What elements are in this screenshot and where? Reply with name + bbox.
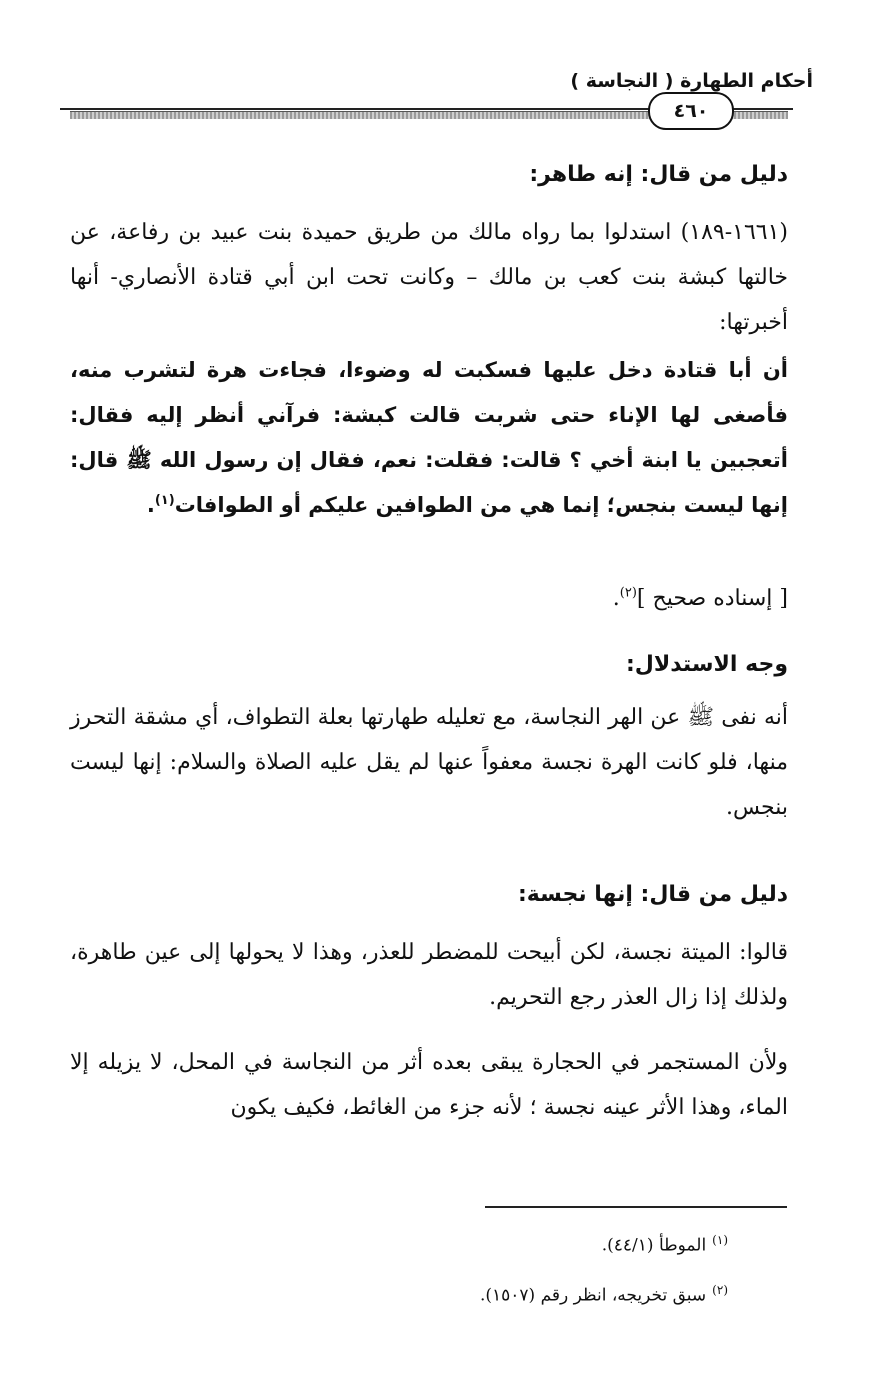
hadith-end: . xyxy=(146,493,155,517)
footnote-1 xyxy=(602,1233,728,1256)
isnad-text: [ إسناده صحيح ] xyxy=(636,586,788,611)
footnote-2-text: سبق تخريجه، انظر رقم (١٥٠٧). xyxy=(479,1285,707,1306)
footnote-1-mark: (١) xyxy=(712,1233,728,1247)
page-number: ٤٦٠ xyxy=(648,92,734,130)
hadith-body: أن أبا قتادة دخل عليها فسكبت له وضوءا، فجاءت هرة لتشرب منه، فأصغى لها الإناء حتى شربت قالت كبشة: فرآني أنظر إليه فقال: أتعجبين يا ابنة أخي ؟ قالت: فقلت: نعم، فقال إن رسول الله ﷺ قال: إنها ليست بنجس؛ إنما هي من الطوافين عليكم أو الطوافات xyxy=(70,358,788,517)
paragraph-wajh: أنه نفى ﷺ عن الهر النجاسة، مع تعليله طهارتها بعلة التطواف، أي مشقة التحرز منها، فلو كانت الهرة نجسة معفواً عنها لم يقل عليه الصلاة والسلام: إنها ليست بنجس. xyxy=(70,705,788,820)
isnad-line xyxy=(70,576,788,621)
paragraph-istidlal: (١٦٦١-١٨٩) استدلوا بما رواه مالك من طريق حميدة بنت عبيد بن رفاعة، عن خالتها كبشة بنت كعب بن مالك – وكانت تحت ابن أبي قتادة الأنصاري- أنها أخبرتها: xyxy=(70,220,788,335)
heading-taher: دليل من قال: إنه طاهر: xyxy=(529,162,788,187)
paragraph-mustajmir: ولأن المستجمر في الحجارة يبقى بعده أثر من النجاسة في المحل، لا يزيله إلا الماء، وهذا الأثر عينه نجسة ؛ لأنه جزء من الغائط، فكيف يكون xyxy=(70,1050,788,1120)
heading-najisa: دليل من قال: إنها نجسة: xyxy=(517,882,788,907)
footnote-ref-2: (٢) xyxy=(619,585,637,601)
footnote-2-mark: (٢) xyxy=(712,1283,728,1297)
footnote-separator xyxy=(485,1206,787,1208)
paragraph-mayta: قالوا: الميتة نجسة، لكن أبيحت للمضطر للعذر، وهذا لا يحولها إلى عين طاهرة، ولذلك إذا زال العذر رجع التحريم. xyxy=(70,940,788,1010)
hadith-text xyxy=(70,348,788,528)
footnote-ref-1: (١) xyxy=(154,493,175,508)
running-title: أحكام الطهارة ( النجاسة ) xyxy=(570,70,813,92)
isnad-end: . xyxy=(612,586,620,611)
heading-wajh: وجه الاستدلال: xyxy=(625,652,788,677)
footnote-2 xyxy=(480,1283,728,1306)
footnote-1-text: الموطأ (٤٤/١). xyxy=(601,1235,707,1256)
